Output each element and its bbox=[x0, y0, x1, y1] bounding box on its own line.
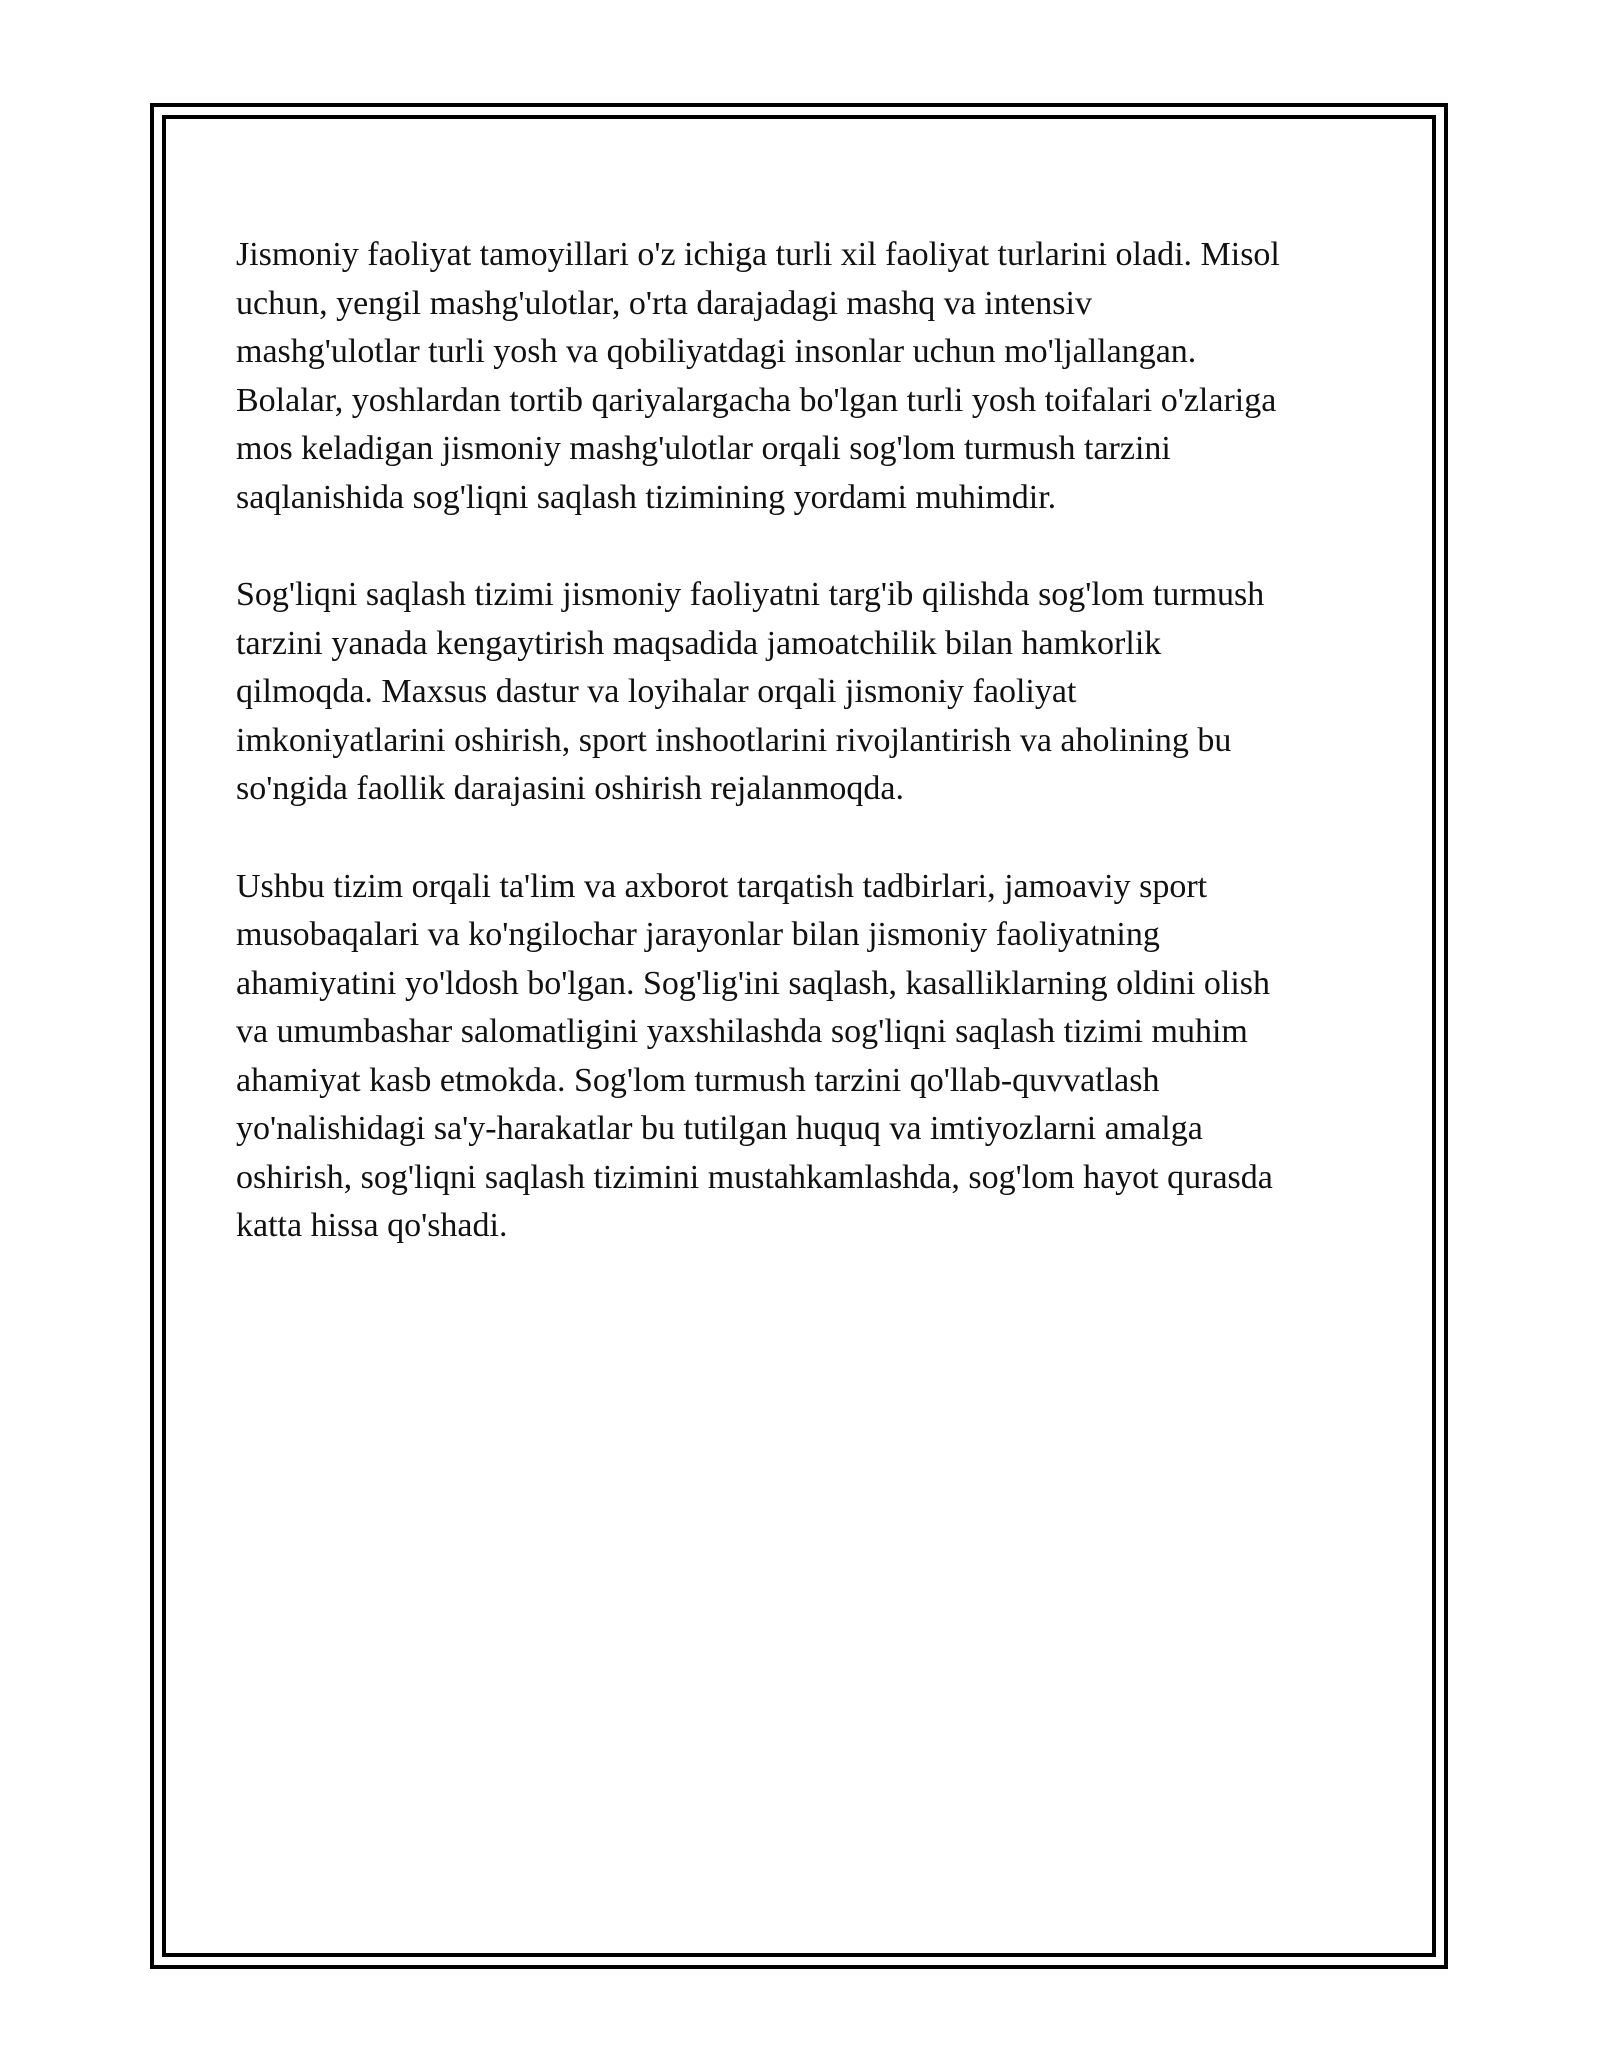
document-body bbox=[236, 231, 1376, 1300]
paragraph-3: Ushbu tizim orqali ta'lim va axborot tarqatish tadbirlari, jamoaviy sport musobaqalari va ko'ngilochar jarayonlar bilan jismoniy faoliyatning ahamiyatini yo'ldosh bo'lgan. Sog'lig'ini saqlash, kasalliklarning oldini olish va umumbashar salomatligini yaxshilashda sog'liqni saqlash tizimi muhim ahamiyat kasb etmokda. Sog'lom turmush tarzini qo'llab-quvvatlash yo'nalishidagi sa'y-harakatlar bu tutilgan huquq va imtiyozlarni amalga oshirish, sog'liqni saqlash tizimini mustahkamlashda, sog'lom hayot qurasda katta hissa qo'shadi. bbox=[236, 867, 1273, 1244]
paragraph-1: Jismoniy faoliyat tamoyillari o'z ichiga turli xil faoliyat turlarini oladi. Misol uchun, yengil mashg'ulotlar, o'rta darajadagi mashq va intensiv mashg'ulotlar turli yosh va qobiliyatdagi insonlar uchun mo'ljallangan. Bolalar, yoshlardan tortib qariyalargacha bo'lgan turli yosh toifalari o'zlariga mos keladigan jismoniy mashg'ulotlar orqali sog'lom turmush tarzini saqlanishida sog'liqni saqlash tizimining yordami muhimdir. bbox=[236, 236, 1280, 516]
paragraph-2: Sog'liqni saqlash tizimi jismoniy faoliyatni targ'ib qilishda sog'lom turmush tarzini yanada kengaytirish maqsadida jamoatchilik bilan hamkorlik qilmoqda. Maxsus dastur va loyihalar orqali jismoniy faoliyat imkoniyatlarini oshirish, sport inshootlarini rivojlantirish va aholining bu so'ngida faollik darajasini oshirish rejalanmoqda. bbox=[236, 576, 1265, 807]
